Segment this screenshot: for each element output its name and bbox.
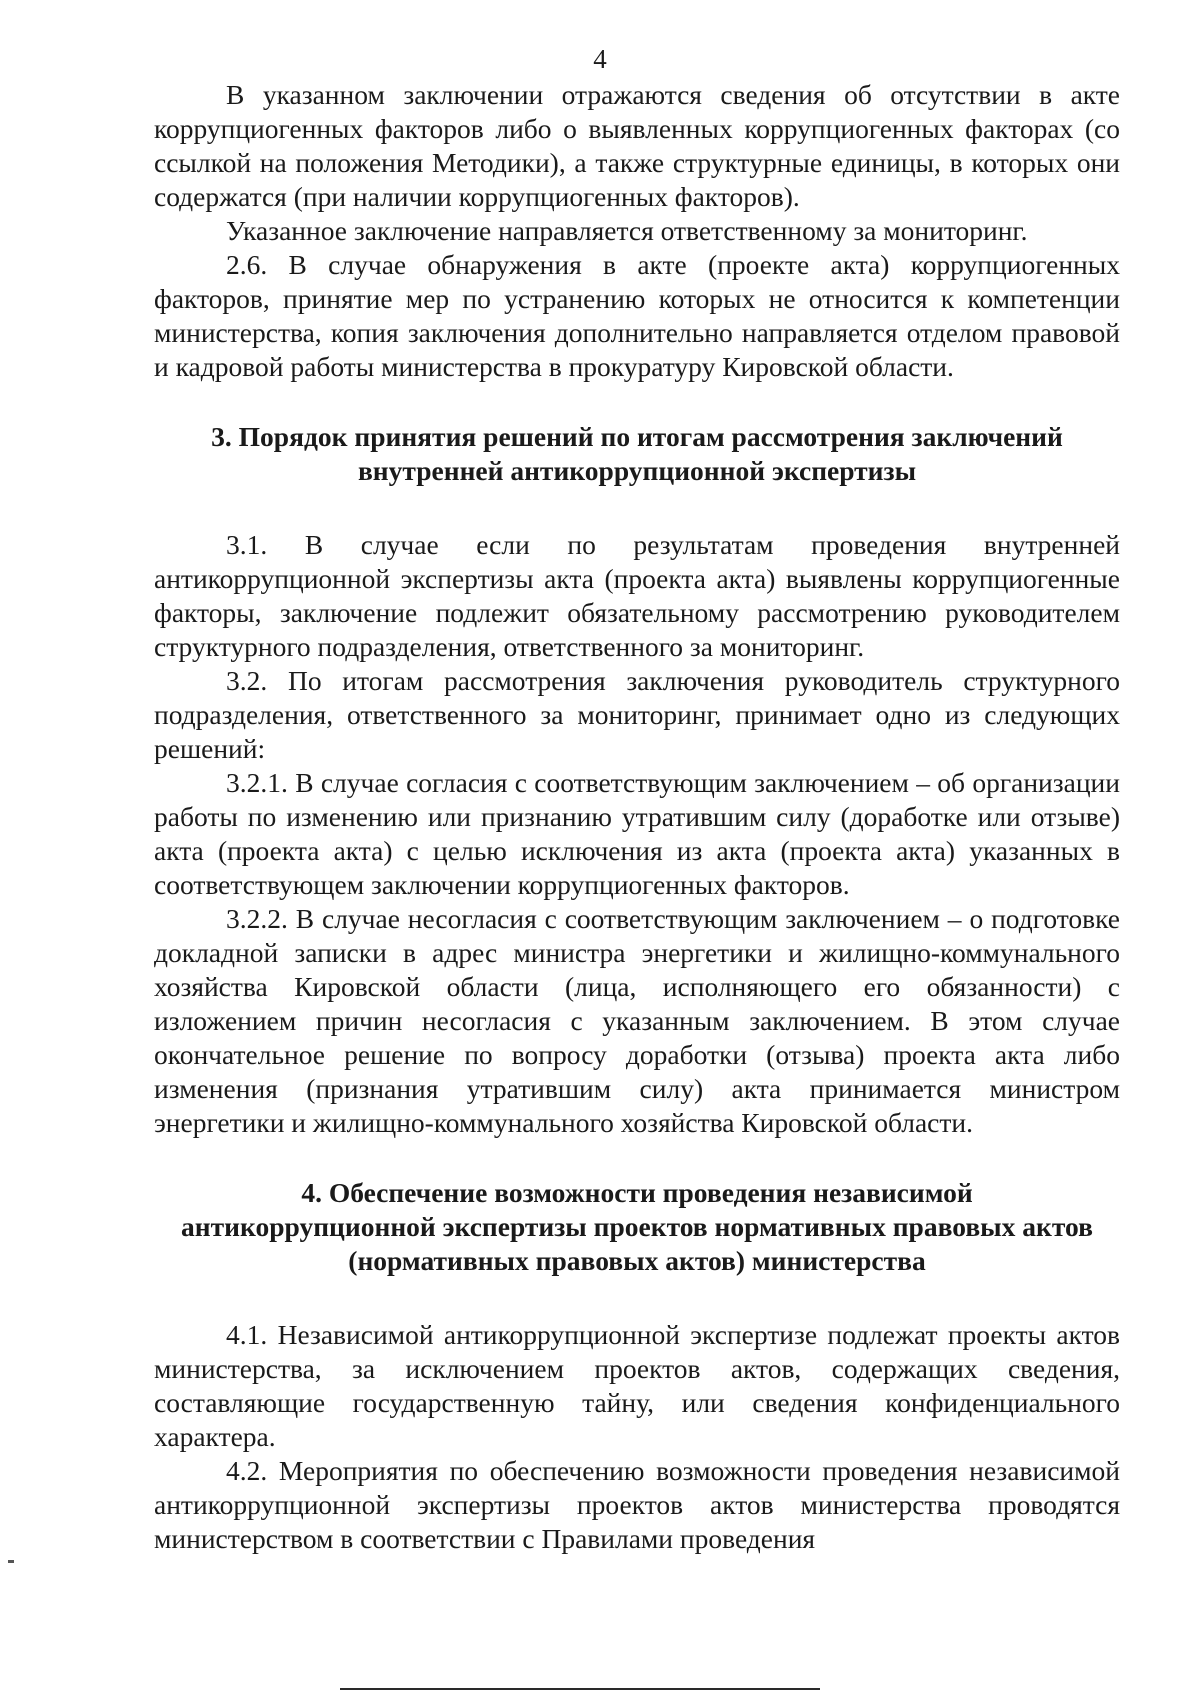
paragraph-3-1: 3.1. В случае если по результатам проведения внутренней антикоррупционной экспертизы акта (проекта акта) выявлены коррупциогенные факторы, заключение подлежит обязательному рассмотрению руководителем структурного подразделения, ответственного за мониторинг. [154,529,1120,662]
paragraph-2-6: 2.6. В случае обнаружения в акте (проекте акта) коррупциогенных факторов, принятие мер по устранению которых не относится к компетенции министерства, копия заключения дополнительно направляется отделом правовой и кадровой работы министерства в прокуратуру Кировской области. [154,249,1120,382]
paragraph-4-2: 4.2. Мероприятия по обеспечению возможности проведения независимой антикоррупционной экспертизы проектов актов министерства проводятся министерством в соответствии с Правилами проведения [154,1455,1120,1554]
paragraph-4-1: 4.1. Независимой антикоррупционной экспертизе подлежат проекты актов министерства, за исключением проектов актов, содержащих сведения, составляющие государственную тайну, или сведения конфиденциального характера. [154,1319,1120,1452]
section-4-heading-line-2: антикоррупционной экспертизы проектов нормативных правовых актов [181,1211,1093,1242]
document-body [154,78,1120,1556]
paragraph-3-2: 3.2. По итогам рассмотрения заключения руководитель структурного подразделения, ответственного за мониторинг, принимает одно из следующих решений: [154,665,1120,764]
paragraph-3-2-2: 3.2.2. В случае несогласия с соответствующим заключением – о подготовке докладной записки в адрес министра энергетики и жилищно-коммунального хозяйства Кировской области (лица, исполняющего его обязанности) с изложением причин несогласия с указанным заключением. В этом случае окончательное решение по вопросу доработки (отзыва) проекта акта либо изменения (признания утратившим силу) акта принимается министром энергетики и жилищно-коммунального хозяйства Кировской области. [154,903,1120,1138]
scan-edge-mark [8,1560,14,1563]
paragraph-conclusion-contents: В указанном заключении отражаются сведения об отсутствии в акте коррупциогенных факторов либо о выявленных коррупциогенных факторах (со ссылкой на положения Методики), а также структурные единицы, в которых они содержатся (при наличии коррупциогенных факторов). [154,79,1120,212]
section-4-heading-line-1: 4. Обеспечение возможности проведения независимой [301,1177,973,1208]
page-number: 4 [593,44,607,74]
paragraph-conclusion-sent: Указанное заключение направляется ответственному за мониторинг. [226,215,1028,246]
footer-rule [340,1688,820,1690]
section-4-heading-line-3: (нормативных правовых актов) министерства [348,1245,926,1276]
section-3-heading-line-2: внутренней антикоррупционной экспертизы [357,455,917,486]
section-3-heading [154,420,1120,488]
section-4-heading [154,1176,1120,1278]
section-3-heading-line-1: 3. Порядок принятия решений по итогам рассмотрения заключений [211,421,1063,452]
paragraph-3-2-1: 3.2.1. В случае согласия с соответствующим заключением – об организации работы по изменению или признанию утратившим силу (доработке или отзыве) акта (проекта акта) с целью исключения из акта (проекта акта) указанных в соответствующем заключении коррупциогенных факторов. [154,767,1120,900]
